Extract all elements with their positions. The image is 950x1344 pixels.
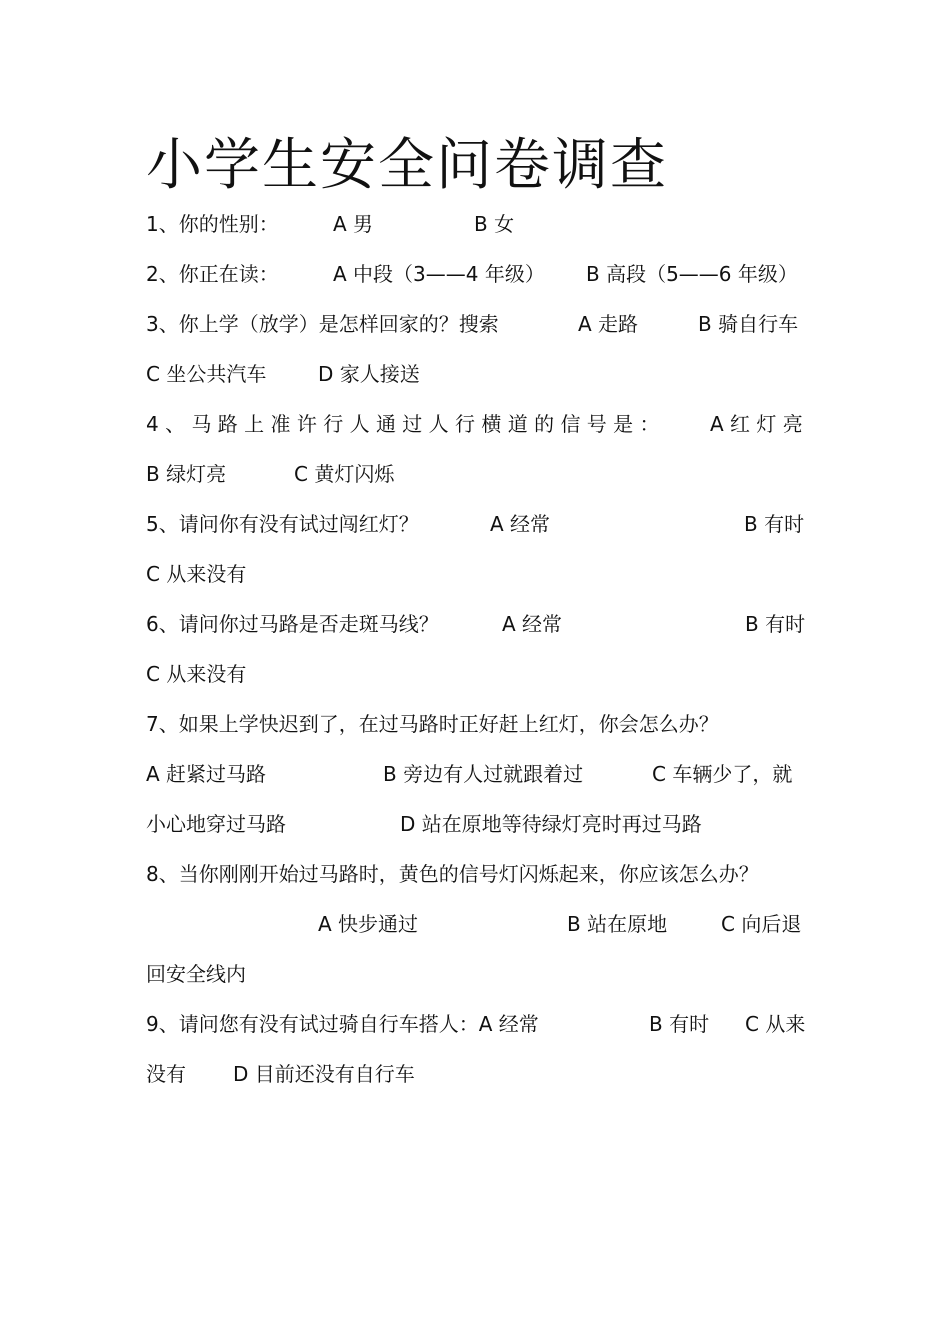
answer-option: A 经常: [502, 612, 563, 636]
question-text: 5、请问你有没有试过闯红灯？: [146, 512, 419, 536]
answer-option: A 快步通过: [318, 912, 419, 936]
answer-option: 小心地穿过马路: [146, 812, 286, 836]
answer-option: A 中段（3——4 年级）: [333, 262, 545, 286]
answer-option: B 站在原地: [567, 912, 668, 936]
answer-option: C 从来没有: [146, 562, 247, 586]
question-text: 9、请问您有没有试过骑自行车搭人：A 经常: [146, 1012, 539, 1036]
answer-option: C 坐公共汽车: [146, 362, 267, 386]
answer-option: A 走路: [578, 312, 639, 336]
question-text: 4 、 马 路 上 准 许 行 人 通 过 人 行 横 道 的 信 号 是 ：: [146, 412, 660, 436]
answer-option: B 有时: [745, 612, 806, 636]
answer-option: A 男: [333, 212, 374, 236]
answer-option: A 经常: [490, 512, 551, 536]
answer-option: C 从来: [745, 1012, 806, 1036]
question-text: 7、如果上学快迟到了，在过马路时正好赶上红灯，你会怎么办？: [146, 712, 719, 736]
answer-option: B 骑自行车: [698, 312, 799, 336]
answer-option: B 有时: [744, 512, 805, 536]
page-title: 小学生安全问卷调查: [146, 133, 668, 198]
answer-option: A 红 灯 亮: [710, 412, 803, 436]
answer-option: D 目前还没有自行车: [233, 1062, 415, 1086]
answer-option: B 女: [474, 212, 515, 236]
answer-option: C 从来没有: [146, 662, 247, 686]
answer-option: C 黄灯闪烁: [294, 462, 395, 486]
answer-option: B 旁边有人过就跟着过: [383, 762, 584, 786]
answer-option: C 车辆少了，就: [652, 762, 793, 786]
question-text: 2、你正在读：: [146, 262, 279, 286]
question-text: 1、你的性别：: [146, 212, 279, 236]
answer-option: B 绿灯亮: [146, 462, 227, 486]
answer-option: B 有时: [649, 1012, 710, 1036]
answer-option: 没有: [146, 1062, 186, 1086]
answer-option: 回安全线内: [146, 962, 246, 986]
question-text: 6、请问你过马路是否走斑马线？: [146, 612, 439, 636]
question-text: 3、你上学（放学）是怎样回家的？搜索: [146, 312, 499, 336]
answer-option: A 赶紧过马路: [146, 762, 267, 786]
question-text: 8、当你刚刚开始过马路时，黄色的信号灯闪烁起来，你应该怎么办？: [146, 862, 759, 886]
answer-option: D 家人接送: [318, 362, 420, 386]
answer-option: C 向后退: [721, 912, 802, 936]
answer-option: B 高段（5——6 年级）: [586, 262, 798, 286]
answer-option: D 站在原地等待绿灯亮时再过马路: [400, 812, 702, 836]
